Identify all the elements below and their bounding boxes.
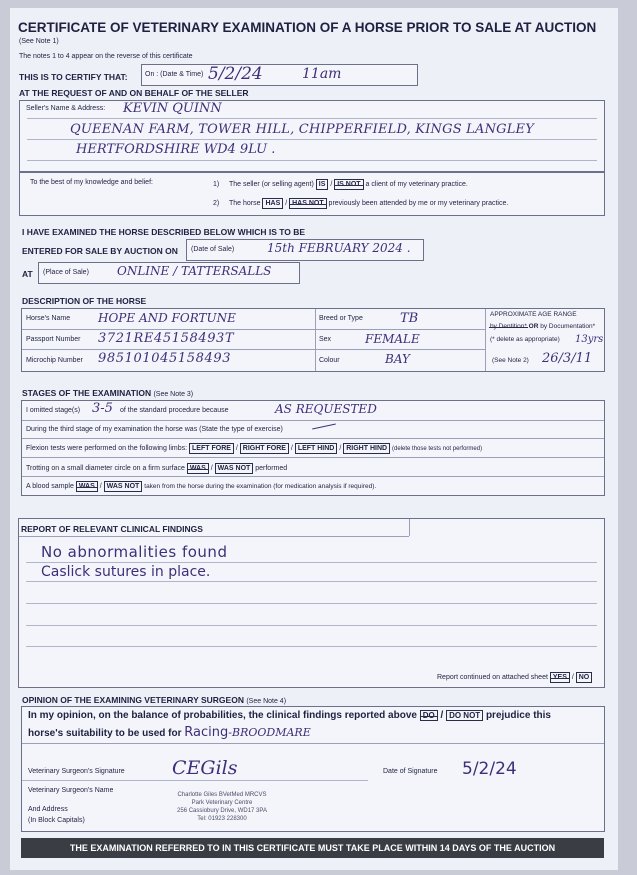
continued-no-option[interactable]: NO [576, 672, 593, 683]
breed-value[interactable]: TB [400, 311, 419, 326]
trot-was-not-option[interactable]: WAS NOT [215, 463, 254, 474]
seller-address-2: HERTFORDSHIRE WD4 9LU . [76, 142, 276, 157]
trot-was-option[interactable]: WAS [187, 463, 209, 474]
omitted-stages[interactable]: 3-5 [92, 401, 113, 416]
third-stage-label: During the third stage of my examination the horse was (State the type of exercise) [26, 426, 283, 433]
opinion-line-1: In my opinion, on the balance of probabilities, the clinical findings reported above DO / DO NOT prejudice this [28, 710, 551, 721]
microchip-label: Microchip Number [26, 357, 83, 364]
examined-heading: I HAVE EXAMINED THE HORSE DESCRIBED BELOW WHICH IS TO BE [22, 227, 306, 237]
option-is[interactable]: IS [316, 179, 329, 190]
request-heading: AT THE REQUEST OF AND ON BEHALF OF THE SELLER [19, 88, 249, 98]
finding-line-2[interactable]: Caslick sutures in place. [41, 564, 211, 580]
signature-label: Veterinary Surgeon's Signature [28, 768, 125, 775]
option-is-not[interactable]: IS NOT [334, 179, 363, 190]
microchip-number[interactable]: 985101045158493 [98, 351, 232, 366]
age-value[interactable]: 13yrs [575, 334, 604, 345]
date-of-birth[interactable]: 26/3/11 [542, 351, 593, 366]
entered-label: ENTERED FOR SALE BY AUCTION ON [22, 246, 178, 256]
date-of-sale-field[interactable]: (Date of Sale) 15th FEBRUARY 2024 . [186, 239, 424, 261]
opinion-do-not-option[interactable]: DO NOT [446, 710, 483, 721]
seller-address-1: QUEENAN FARM, TOWER HILL, CHIPPERFIELD, KINGS LANGLEY [70, 122, 535, 137]
blood-row: A blood sample WAS / WAS NOT taken from the horse during the examination (for medication analysis if required). [26, 483, 377, 490]
colour-value[interactable]: BAY [385, 352, 410, 366]
option-has[interactable]: HAS [262, 198, 283, 209]
exam-time: 11am [302, 66, 342, 82]
knowledge-box [19, 172, 605, 216]
footer-banner: THE EXAMINATION REFERRED TO IN THIS CERTIFICATE MUST TAKE PLACE WITHIN 14 DAYS OF THE AUCTION [21, 838, 604, 858]
omitted-reason[interactable]: AS REQUESTED [275, 402, 377, 416]
option-has-not[interactable]: HAS NOT [289, 198, 327, 209]
vet-name-label: Veterinary Surgeon's Name [28, 787, 114, 794]
stages-heading: STAGES OF THE EXAMINATION (See Note 3) [22, 388, 194, 398]
vet-address-label: And Address [28, 806, 68, 813]
colour-label: Colour [319, 357, 340, 364]
certificate-sheet [10, 8, 618, 870]
third-stage-dash [312, 424, 336, 430]
signature-date[interactable]: 5/2/24 [462, 759, 517, 779]
stages-table [21, 400, 605, 496]
finding-line-1[interactable]: No abnormalities found [41, 543, 228, 561]
left-fore-option[interactable]: LEFT FORE [189, 443, 234, 454]
knowledge-intro: To the best of my knowledge and belief: [30, 179, 153, 186]
certificate-title: CERTIFICATE OF VETERINARY EXAMINATION OF A HORSE PRIOR TO SALE AT AUCTION [18, 20, 597, 35]
see-note-1: (See Note 1) [19, 38, 59, 45]
age-method: by Dentition* OR by Documentation* [490, 323, 596, 330]
passport-number[interactable]: 3721RE45158493T [98, 331, 235, 346]
omitted-label: I omitted stage(s) [26, 407, 81, 414]
description-table [21, 308, 605, 372]
opinion-heading: OPINION OF THE EXAMINING VETERINARY SURGEON (See Note 4) [22, 695, 287, 705]
right-fore-option[interactable]: RIGHT FORE [240, 443, 289, 454]
passport-label: Passport Number [26, 336, 81, 343]
flexion-row: Flexion tests were performed on the following limbs: LEFT FORE / RIGHT FORE / LEFT HIND / RIGHT HIND (delete those tests not performed) [26, 445, 483, 452]
seller-label: Seller's Name & Address: [26, 105, 106, 112]
attended-statement: 2) The horse HAS / HAS NOT previously been attended by me or my veterinary practice. [213, 200, 509, 207]
horse-name-label: Horse's Name [26, 315, 71, 322]
breed-label: Breed or Type [319, 315, 363, 322]
seller-name: KEVIN QUINN [123, 101, 222, 116]
description-heading: DESCRIPTION OF THE HORSE [22, 296, 147, 306]
blood-was-not-option[interactable]: WAS NOT [104, 481, 143, 492]
blood-was-option[interactable]: WAS [76, 481, 98, 492]
opinion-do-option[interactable]: DO [420, 710, 438, 721]
report-heading: REPORT OF RELEVANT CLINICAL FINDINGS [21, 524, 203, 534]
certify-label: THIS IS TO CERTIFY THAT: [19, 72, 128, 82]
right-hind-option[interactable]: RIGHT HIND [343, 443, 390, 454]
report-continued: Report continued on attached sheet YES / NO [437, 672, 592, 683]
place-of-sale-field[interactable]: (Place of Sale) ONLINE / TATTERSALLS [38, 262, 300, 284]
place-of-sale: ONLINE / TATTERSALLS [117, 264, 272, 278]
on-label: On : (Date & Time) [145, 71, 204, 78]
sex-label: Sex [319, 336, 332, 343]
horse-name[interactable]: HOPE AND FORTUNE [98, 311, 236, 325]
exam-date: 5/2/24 [208, 64, 263, 84]
seller-field[interactable] [19, 100, 605, 172]
clinical-findings-box [18, 518, 605, 688]
date-of-sale: 15th FEBRUARY 2024 . [267, 241, 411, 255]
trot-row: Trotting on a small diameter circle on a firm surface WAS / WAS NOT performed [26, 465, 288, 472]
at-label: AT [22, 269, 33, 279]
use-value[interactable]: Racing [184, 725, 229, 740]
see-note-2: (See Note 2) [492, 357, 529, 364]
vet-signature[interactable]: CEGils [172, 757, 238, 779]
opinion-box [21, 706, 605, 832]
sex-value[interactable]: FEMALE [365, 332, 420, 346]
age-heading: APPROXIMATE AGE RANGE [490, 311, 577, 318]
opinion-line-2: horse's suitability to be used for Racing-BROODMARE [28, 725, 311, 740]
date-time-field[interactable] [141, 64, 418, 86]
left-hind-option[interactable]: LEFT HIND [295, 443, 338, 454]
block-capitals-note: (In Block Capitals) [28, 817, 85, 824]
age-delete-note: (* delete as appropriate) [490, 336, 560, 343]
vet-stamp: Charlotte Giles BVetMed MRCVS Park Veterinary Centre 256 Cassiobury Drive, WD17 3PA Tel: 01923 228300 [177, 792, 267, 822]
date-signature-label: Date of Signature [383, 768, 438, 775]
notes-line: The notes 1 to 4 appear on the reverse of this certificate [19, 53, 193, 60]
continued-yes-option[interactable]: YES [550, 672, 570, 683]
client-statement: 1) The seller (or selling agent) IS / IS NOT a client of my veterinary practice. [213, 181, 468, 188]
omitted-mid: of the standard procedure because [120, 407, 229, 414]
use-value-2[interactable]: -BROODMARE [228, 726, 311, 739]
